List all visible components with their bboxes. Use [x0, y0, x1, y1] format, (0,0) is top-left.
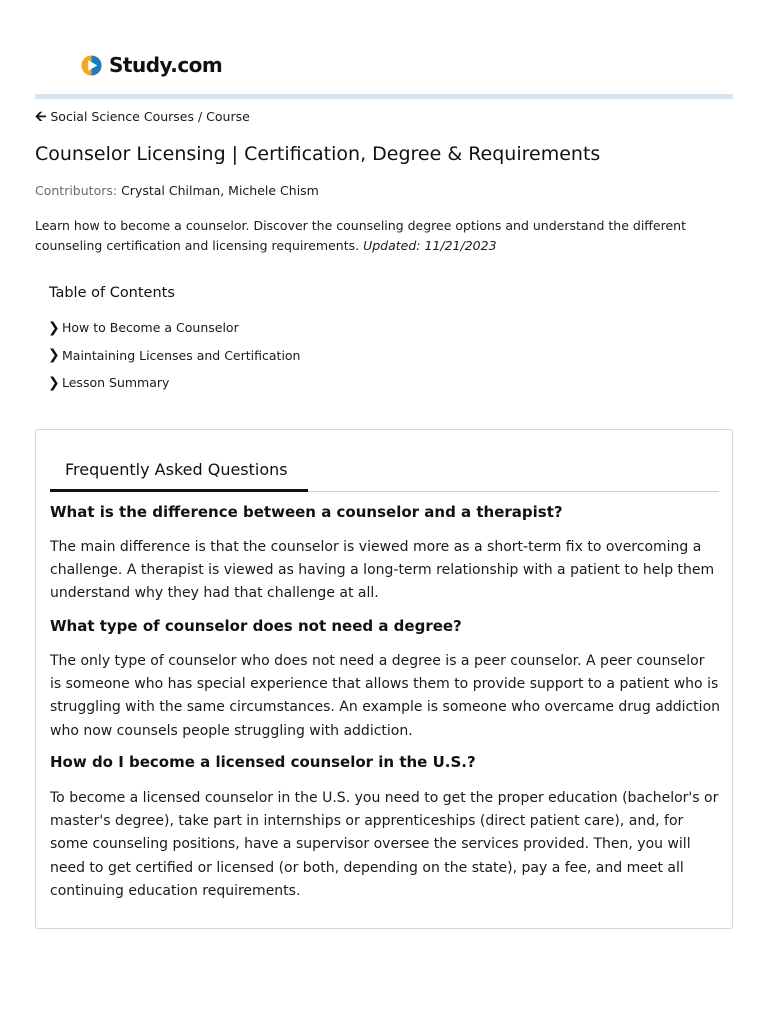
table-of-contents	[48, 314, 300, 397]
toc-item[interactable]	[48, 342, 300, 370]
arrow-left-icon: 🡨	[35, 109, 47, 125]
contributors-label: Contributors:	[35, 183, 118, 198]
chevron-right-icon: ❯	[48, 374, 60, 391]
toc-item-label: How to Become a Counselor	[62, 320, 239, 336]
study-com-logo[interactable]	[80, 52, 222, 78]
faq-panel	[35, 429, 733, 929]
description-text: Learn how to become a counselor. Discover the counseling degree options and understand the different counseling certification and licensing requirements.	[35, 218, 686, 253]
toc-title: Table of Contents	[49, 285, 175, 301]
faq-question: What is the difference between a counselor and a therapist?	[50, 503, 563, 521]
breadcrumb[interactable]	[35, 108, 250, 126]
lesson-description	[35, 216, 735, 256]
faq-tab-label: Frequently Asked Questions	[65, 460, 288, 479]
faq-question: How do I become a licensed counselor in the U.S.?	[50, 753, 476, 771]
header-divider	[35, 94, 733, 99]
toc-item-label: Lesson Summary	[62, 375, 170, 391]
chevron-right-icon: ❯	[48, 319, 60, 336]
faq-answer: To become a licensed counselor in the U.S. you need to get the proper education (bachelor's or master's degree), take part in internships or apprenticeships (direct patient care), and, for some counseling positions, have a supervisor oversee the services provided. Then, you will need to get certified or licensed (or both, depending on the state), pay a fee, and meet all continuing education requirements.	[50, 790, 719, 899]
contributors	[35, 182, 319, 200]
contributors-names: Crystal Chilman, Michele Chism	[121, 183, 319, 198]
toc-item[interactable]	[48, 314, 300, 342]
site-header	[0, 0, 768, 96]
tab-faq[interactable]	[50, 456, 308, 492]
breadcrumb-text: Social Science Courses / Course	[50, 109, 250, 124]
faq-question: What type of counselor does not need a degree?	[50, 617, 462, 635]
play-logo-icon	[80, 54, 103, 77]
tab-divider	[308, 491, 719, 492]
page-title: Counselor Licensing | Certification, Degree & Requirements	[35, 143, 601, 165]
toc-item-label: Maintaining Licenses and Certification	[62, 347, 301, 363]
chevron-right-icon: ❯	[48, 347, 60, 364]
faq-answer: The only type of counselor who does not need a degree is a peer counselor. A peer counselor is someone who has special experience that allows them to provide support to a patient who is struggling with the same circumstances. An example is someone who overcame drug addiction who now counsels people struggling with addiction.	[50, 653, 721, 739]
updated-date: Updated: 11/21/2023	[363, 238, 497, 253]
faq-answer: The main difference is that the counselor is viewed more as a short-term fix to overcoming a challenge. A therapist is viewed as having a long-term relationship with a patient to help them understand why they had that challenge at all.	[50, 539, 715, 602]
logo-text: Study.com	[109, 53, 223, 77]
toc-item[interactable]	[48, 369, 300, 397]
